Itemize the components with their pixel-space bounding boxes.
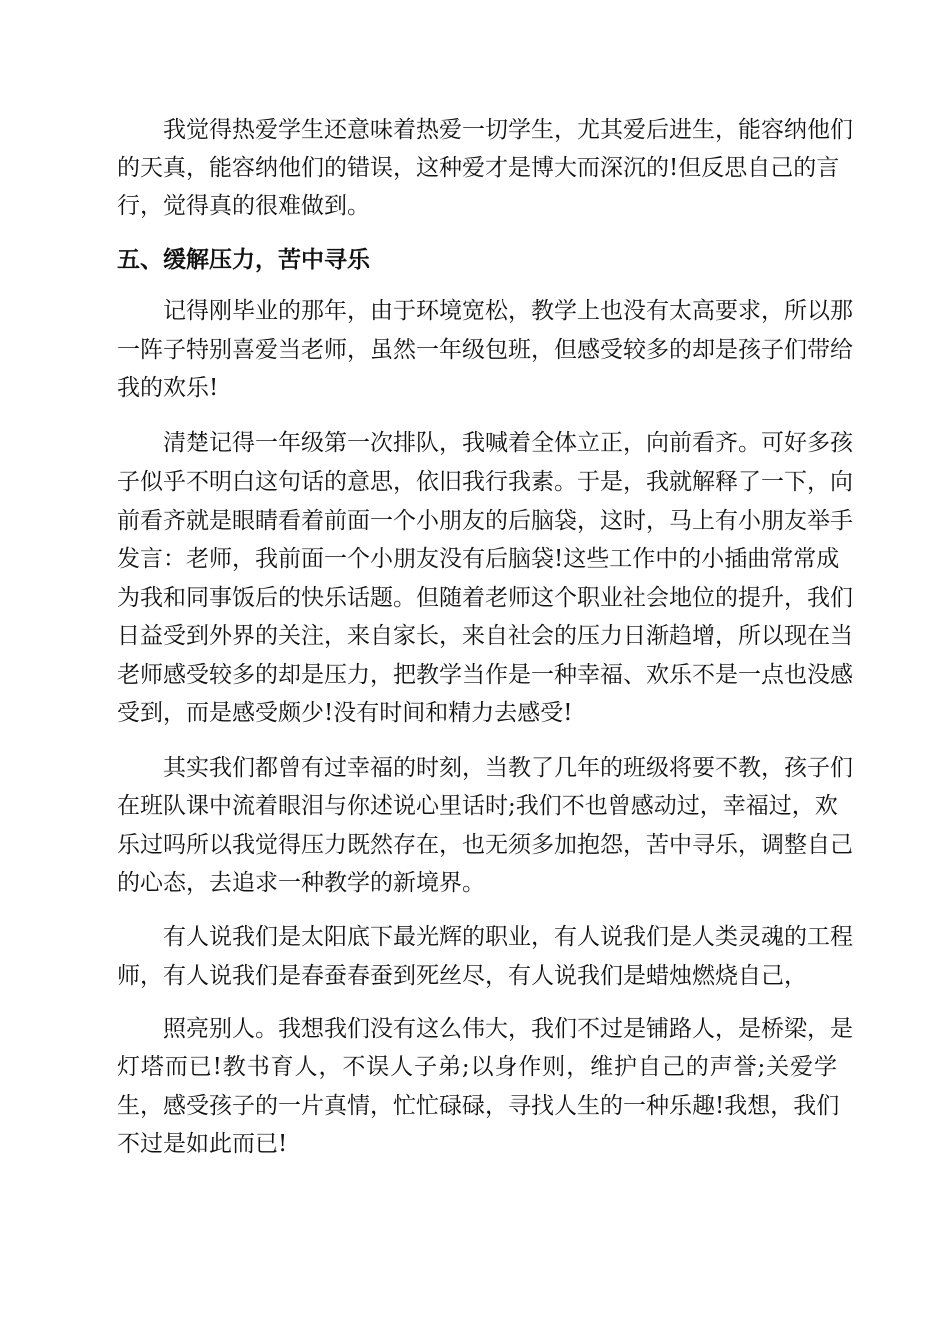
paragraph-4-line-1: 其实我们都曾有过幸福的时刻，当教了几年的班级将要不教，孩子们	[163, 755, 853, 781]
paragraph-2-line-2: 一阵子特别喜爱当老师，虽然一年级包班，但感受较多的却是孩子们带给	[117, 337, 853, 363]
paragraph-1-line-1: 我觉得热爱学生还意味着热爱一切学生，尤其爱后进生，能容纳他们	[163, 117, 853, 143]
paragraph-3-line-3: 前看齐就是眼睛看着前面一个小朋友的后脑袋，这时，马上有小朋友举手	[117, 508, 853, 534]
paragraph-3-line-8: 受到，而是感受颇少!没有时间和精力去感受!	[117, 700, 573, 726]
paragraph-3-line-5: 为我和同事饭后的快乐话题。但随着老师这个职业社会地位的提升，我们	[117, 585, 853, 611]
paragraph-3-line-4: 发言：老师，我前面一个小朋友没有后脑袋!这些工作中的小插曲常常成	[117, 546, 840, 572]
paragraph-4-line-2: 在班队课中流着眼泪与你述说心里话时;我们不也曾感动过，幸福过，欢	[117, 793, 838, 819]
paragraph-6-line-1: 照亮别人。我想我们没有这么伟大，我们不过是铺路人，是桥梁，是	[163, 1016, 853, 1042]
paragraph-2-line-3: 我的欢乐!	[117, 375, 219, 401]
paragraph-1-line-2: 的天真，能容纳他们的错误，这种爱才是博大而深沉的!但反思自己的言	[117, 155, 840, 181]
paragraph-3-line-6: 日益受到外界的关注，来自家长，来自社会的压力日渐趋增，所以现在当	[117, 623, 853, 649]
section-heading: 五、缓解压力，苦中寻乐	[117, 247, 370, 273]
paragraph-5-line-1: 有人说我们是太阳底下最光辉的职业，有人说我们是人类灵魂的工程	[163, 924, 853, 950]
paragraph-4-line-4: 的心态，去追求一种教学的新境界。	[117, 870, 485, 896]
paragraph-6-line-4: 不过是如此而已!	[117, 1131, 288, 1157]
paragraph-3-line-2: 子似乎不明白这句话的意思，依旧我行我素。于是，我就解释了一下，向	[117, 469, 853, 495]
paragraph-3-line-7: 老师感受较多的却是压力，把教学当作是一种幸福、欢乐不是一点也没感	[117, 662, 853, 688]
paragraph-4-line-3: 乐过吗所以我觉得压力既然存在，也无须多加抱怨，苦中寻乐，调整自己	[117, 832, 853, 858]
paragraph-6-line-3: 生，感受孩子的一片真情，忙忙碌碌，寻找人生的一种乐趣!我想，我们	[117, 1093, 840, 1119]
paragraph-6-line-2: 灯塔而已!教书育人，不误人子弟;以身作则，维护自己的声誉;关爱学	[117, 1054, 837, 1080]
paragraph-5-line-2: 师，有人说我们是春蚕春蚕到死丝尽，有人说我们是蜡烛燃烧自己，	[117, 963, 807, 989]
paragraph-2-line-1: 记得刚毕业的那年，由于环境宽松，教学上也没有太高要求，所以那	[163, 298, 853, 324]
paragraph-3-line-1: 清楚记得一年级第一次排队，我喊着全体立正，向前看齐。可好多孩	[163, 430, 853, 456]
paragraph-1-line-3: 行，觉得真的很难做到。	[117, 193, 370, 219]
